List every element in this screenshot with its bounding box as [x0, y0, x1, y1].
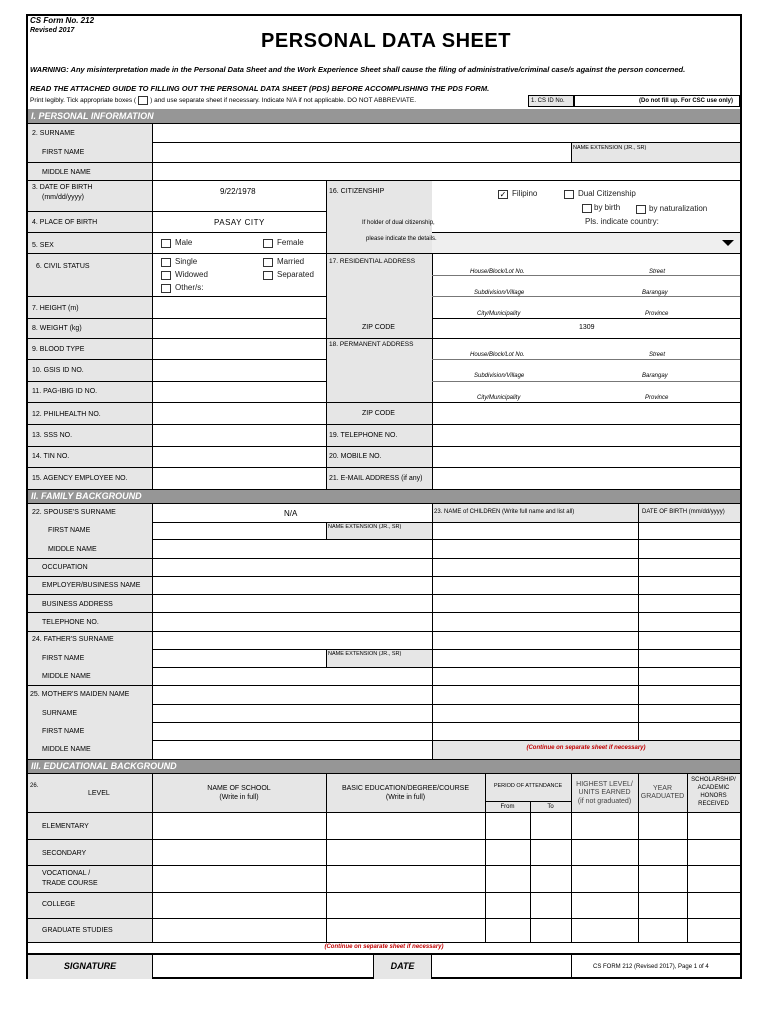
warning-text: WARNING: Any misinterpretation made in the Personal Data Sheet and the Work Experience Sheet shall cause the filing of administrative/criminal case/s against the person concerned.: [30, 65, 686, 74]
tin-label: 14. TIN NO.: [32, 453, 70, 460]
pagibig-label: 11. PAG-IBIG ID NO.: [32, 388, 98, 395]
school-header: NAME OF SCHOOL: [207, 785, 271, 792]
perm-zipcode-label: ZIP CODE: [362, 410, 395, 417]
agency-employee-label: 15. AGENCY EMPLOYEE NO.: [32, 475, 128, 482]
res-city-label: City/Municipality: [477, 311, 521, 317]
print-note: [30, 96, 416, 105]
female-checkbox[interactable]: [263, 239, 273, 248]
children-dob-label: DATE OF BIRTH (mm/dd/yyyy): [642, 509, 725, 515]
date-input[interactable]: [433, 955, 570, 979]
weight-label: 8. WEIGHT (kg): [32, 325, 82, 332]
family-continue-note: (Continue on separate sheet if necessary): [526, 745, 646, 751]
spouse-name-extension-label: NAME EXTENSION (JR., SR): [328, 524, 402, 530]
male-checkbox[interactable]: [161, 239, 171, 248]
perm-city-label: City/Municipality: [477, 395, 521, 401]
chevron-down-icon[interactable]: [722, 240, 734, 246]
father-first-name-label: FIRST NAME: [42, 655, 85, 662]
period-header: PERIOD OF ATTENDANCE: [493, 783, 563, 789]
pob-value[interactable]: PASAY CITY: [214, 218, 265, 227]
mother-surname-label: SURNAME: [42, 710, 78, 717]
personal-data-sheet-form: [26, 14, 742, 979]
level-secondary: SECONDARY: [42, 850, 87, 857]
mother-first-name-label: FIRST NAME: [42, 728, 85, 735]
perm-province-label: Province: [645, 395, 669, 401]
by-birth-label: by birth: [594, 203, 621, 212]
first-name-input[interactable]: [153, 143, 570, 162]
spouse-telephone-label: TELEPHONE NO.: [42, 619, 99, 626]
children-label: 23. NAME of CHILDREN (Write full name and list all): [434, 509, 575, 515]
education-continue-note: (Continue on separate sheet if necessary): [324, 944, 444, 950]
single-label: Single: [175, 257, 198, 266]
female-label: Female: [277, 238, 304, 247]
signature-input[interactable]: [153, 955, 373, 979]
guide-text: READ THE ATTACHED GUIDE TO FILLING OUT THE PERSONAL DATA SHEET (PDS) BEFORE ACCOMPLISHING THE PDS FORM.: [30, 84, 490, 93]
print-note-part2: ) and use separate sheet if necessary. Indicate N/A if not applicable. DO NOT ABBREVIATE.: [150, 97, 417, 105]
married-checkbox[interactable]: [263, 258, 273, 267]
country-select[interactable]: [432, 232, 740, 253]
res-house-label: House/Block/Lot No.: [470, 269, 525, 275]
page-footer: CS FORM 212 (Revised 2017), Page 1 of 4: [593, 964, 709, 970]
highest-level-header-3: (if not graduated): [577, 798, 632, 805]
year-graduated-header-1: YEAR: [652, 785, 673, 792]
dob-label: 3. DATE OF BIRTH: [32, 184, 93, 191]
res-street-label: Street: [649, 269, 666, 275]
widowed-label: Widowed: [175, 270, 208, 279]
permanent-address-label: 18. PERMANENT ADDRESS: [329, 341, 414, 348]
middle-name-label: MIDDLE NAME: [42, 169, 91, 176]
separated-label: Separated: [277, 270, 314, 279]
res-subdivision-label: Subdivision/Village: [474, 290, 525, 296]
scholarship-header-3: HONORS: [700, 793, 727, 799]
form-number: CS Form No. 212: [30, 16, 95, 25]
section-educational-background: III. EDUCATIONAL BACKGROUND: [28, 759, 740, 773]
level-header: LEVEL: [88, 790, 110, 797]
separated-checkbox[interactable]: [263, 271, 273, 280]
surname-label: 2. SURNAME: [32, 130, 75, 137]
perm-house-label: House/Block/Lot No.: [470, 352, 525, 358]
level-graduate-studies: GRADUATE STUDIES: [42, 927, 113, 934]
by-naturalization-checkbox[interactable]: [636, 205, 646, 214]
height-label: 7. HEIGHT (m): [32, 305, 79, 312]
res-zipcode-value[interactable]: 1309: [579, 324, 595, 331]
scholarship-header-2: ACADEMIC: [697, 785, 730, 791]
perm-subdivision-label: Subdivision/Village: [474, 373, 525, 379]
middle-name-input[interactable]: [153, 163, 740, 180]
pob-label: 4. PLACE OF BIRTH: [32, 219, 98, 226]
revised-label: Revised 2017: [30, 27, 75, 34]
business-address-label: BUSINESS ADDRESS: [42, 601, 113, 608]
mother-maiden-name-label: 25. MOTHER'S MAIDEN NAME: [30, 691, 130, 698]
section-personal-information: I. PERSONAL INFORMATION: [28, 109, 740, 123]
residential-address-label: 17. RESIDENTIAL ADDRESS: [329, 258, 416, 265]
philhealth-label: 12. PHILHEALTH NO.: [32, 411, 101, 418]
citizenship-label: 16. CITIZENSHIP: [329, 188, 385, 195]
employer-label: EMPLOYER/BUSINESS NAME: [42, 582, 141, 589]
father-name-extension-label: NAME EXTENSION (JR., SR): [328, 651, 402, 657]
section-family-background: II. FAMILY BACKGROUND: [28, 489, 740, 503]
perm-barangay-label: Barangay: [642, 373, 668, 379]
csid-note: (Do not fill up. For CSC use only): [639, 98, 733, 104]
spouse-first-name-label: FIRST NAME: [48, 527, 91, 534]
dual-citizenship-checkbox[interactable]: [564, 190, 574, 199]
married-label: Married: [277, 257, 305, 266]
other-label: Other/s:: [175, 283, 204, 292]
dob-value[interactable]: 9/22/1978: [220, 187, 256, 196]
level-elementary: ELEMENTARY: [42, 823, 89, 830]
surname-input[interactable]: [153, 124, 740, 142]
education-number: 26.: [30, 783, 39, 789]
course-header: BASIC EDUCATION/DEGREE/COURSE: [341, 785, 470, 792]
scholarship-header-1: SCHOLARSHIP/: [691, 777, 736, 783]
dual-note-2: please indicate the details.: [366, 236, 437, 242]
res-province-label: Province: [645, 311, 669, 317]
highest-level-header-1: HIGHEST LEVEL/: [576, 781, 633, 788]
print-note-part1: Print legibly. Tick appropriate boxes (: [30, 97, 137, 105]
blood-type-label: 9. BLOOD TYPE: [32, 346, 85, 353]
scholarship-header-4: RECEIVED: [698, 801, 729, 807]
res-zipcode-label: ZIP CODE: [362, 324, 395, 331]
level-vocational: VOCATIONAL /: [42, 870, 91, 877]
highest-level-header-2: UNITS EARNED: [578, 789, 631, 796]
widowed-checkbox[interactable]: [161, 271, 171, 280]
father-surname-label: 24. FATHER'S SURNAME: [32, 636, 114, 643]
spouse-middle-name-label: MIDDLE NAME: [48, 546, 97, 553]
single-checkbox[interactable]: [161, 258, 171, 267]
res-barangay-label: Barangay: [642, 290, 668, 296]
email-label: 21. E-MAIL ADDRESS (if any): [329, 475, 423, 482]
tick-sample-checkbox: [138, 96, 148, 105]
school-header-note: (Write in full): [219, 794, 259, 801]
occupation-label: OCCUPATION: [42, 564, 88, 571]
dual-note-1: If holder of dual citizenship,: [362, 220, 435, 226]
csid-label: 1. CS ID No.: [531, 98, 565, 104]
signature-label: SIGNATURE: [63, 961, 117, 971]
name-extension-label: NAME EXTENSION (JR., SR): [573, 145, 647, 151]
sss-label: 13. SSS NO.: [32, 432, 73, 439]
first-name-label: FIRST NAME: [42, 149, 85, 156]
other-checkbox[interactable]: [161, 284, 171, 293]
by-birth-checkbox[interactable]: [582, 204, 592, 213]
perm-street-label: Street: [649, 352, 666, 358]
indicate-country-label: Pls. indicate country:: [585, 217, 659, 226]
male-label: Male: [175, 238, 193, 247]
telephone-label: 19. TELEPHONE NO.: [329, 432, 398, 439]
level-college: COLLEGE: [42, 901, 76, 908]
from-header: From: [500, 804, 515, 810]
date-label: DATE: [390, 961, 415, 971]
dob-format-label: (mm/dd/yyyy): [42, 194, 84, 201]
course-header-note: (Write in full): [385, 794, 426, 801]
filipino-checkbox[interactable]: ✓: [499, 190, 507, 199]
to-header: To: [547, 804, 554, 810]
dual-citizenship-label: Dual Citizenship: [578, 189, 636, 198]
civil-status-label: 6. CIVIL STATUS: [36, 263, 90, 270]
spouse-surname-label: 22. SPOUSE'S SURNAME: [32, 509, 116, 516]
year-graduated-header-2: GRADUATED: [640, 793, 685, 800]
filipino-label: Filipino: [512, 189, 538, 198]
level-trade-course: TRADE COURSE: [42, 880, 98, 887]
gsis-label: 10. GSIS ID NO.: [32, 367, 84, 374]
sex-label: 5. SEX: [32, 242, 54, 249]
by-naturalization-label: by naturalization: [649, 204, 708, 213]
spouse-surname-value[interactable]: N/A: [284, 509, 298, 518]
page-title: PERSONAL DATA SHEET: [261, 30, 511, 52]
mobile-label: 20. MOBILE NO.: [329, 453, 382, 460]
mother-middle-name-label: MIDDLE NAME: [42, 746, 91, 753]
father-middle-name-label: MIDDLE NAME: [42, 673, 91, 680]
